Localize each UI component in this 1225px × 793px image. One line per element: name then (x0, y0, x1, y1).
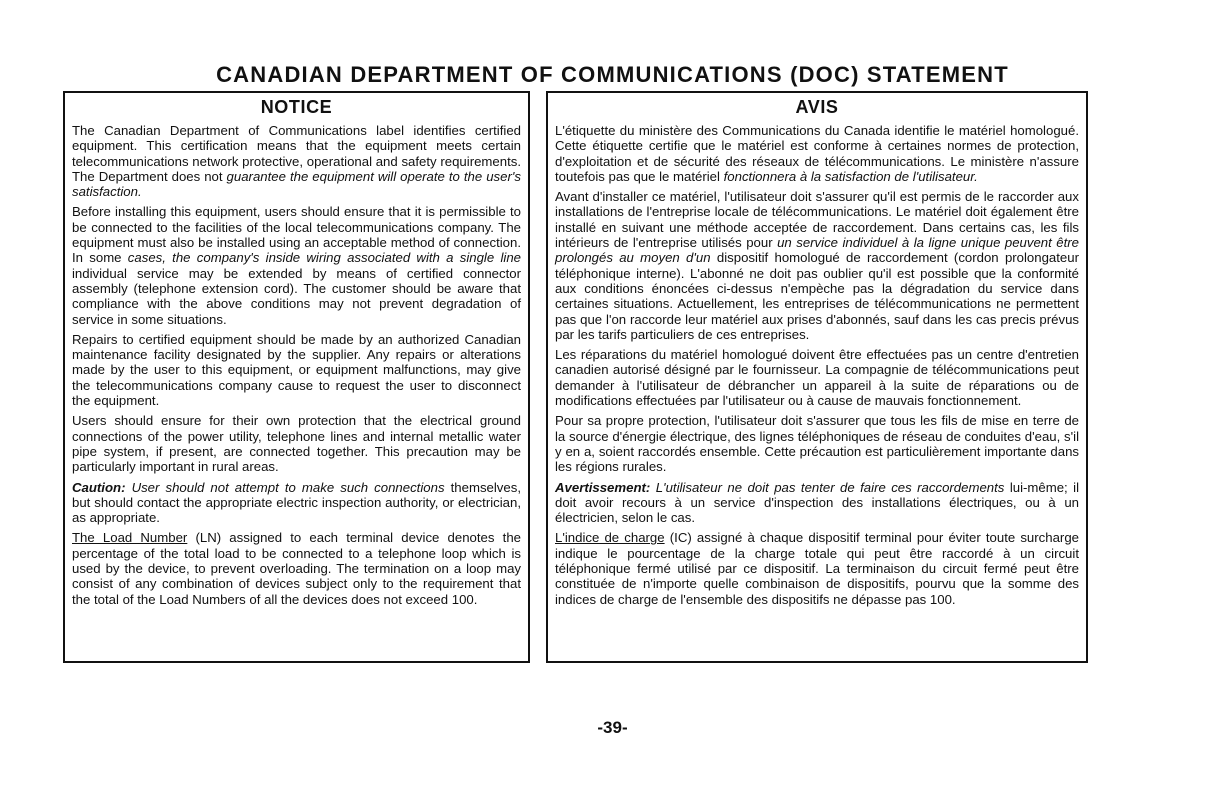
index-label: L'indice de charge (555, 530, 665, 546)
notice-p1-text: The Canadian Department of Communications label identifies certified equipment. This certification means that the equipment meets certain telecommunications network protective, operational and safety requirements. The Department does not (72, 123, 521, 184)
notice-p2-rest: individual service may be extended by means of certified connector assembly (telephone extension cord). The customer should be aware that compliance with the above conditions may not prevent degradation of service in some situations. (72, 265, 521, 327)
warning-label: Avertissement: (555, 479, 651, 495)
avis-paragraph-installation (555, 189, 1079, 342)
page-number: -39- (597, 718, 628, 737)
avis-p2-italic: un service individuel à la ligne unique peuvent être prolongés au moyen d'un (555, 235, 1079, 266)
avis-paragraph-reparations: Les réparations du matériel homologué doivent être effectuées pas un centre d'entretien canadien autorisé désigné par le fournisseur. La compagnie de télécommunications peut demander à l'utilisateur de débrancher un appareil à la suite de réparations ou de modifications effectuées par l'utilisateur ou à cause de mauvais fonctionnement. (555, 347, 1079, 409)
caution-italic: User should not attempt to make such connections (131, 479, 445, 495)
warning-rest: lui-même; il doit avoir recours à un service d'inspection des installations électriques, ou à un électricien, selon le cas. (555, 479, 1080, 526)
notice-paragraph-installation (72, 204, 521, 326)
caution-rest: themselves, but should contact the appropriate electric inspection authority, or electrician, as appropriate. (72, 479, 521, 526)
avis-heading: AVIS (795, 97, 839, 117)
notice-p2-text: Before installing this equipment, users should ensure that it is permissible to be connected to the facilities of the local telecommunications company. The equipment must also be installed using an acceptable method of connection. In some (72, 204, 521, 266)
notice-p1-italic: guarantee the equipment will operate to the user's satisfaction. (72, 168, 521, 200)
notice-paragraph-grounding: Users should ensure for their own protection that the electrical ground connections of the power utility, telephone lines and internal metallic water pipe system, if present, are connected together. This precaution may be particularly important in rural areas. (72, 413, 521, 475)
notice-panel (63, 91, 530, 663)
notice-paragraph-certification (72, 123, 521, 199)
avis-p2-rest: dispositif homologué de raccordement (cordon prolongateur téléphonique interne). L'abonné ne doit pas oublier qu'il est possible que la conformité aux conditions énoncées ci-dessus n'empèche pas la dégradation du service dans certaines situations. Actuellement, les entreprises de télécommunications ne permettent pas que l'on raccorde leur matériel aux prises d'abonnés, sauf dans les cas precis prévus par les tarifs particuliers de ces entreprises. (555, 250, 1079, 342)
caution-label: Caution: (72, 479, 126, 495)
page-title: CANADIAN DEPARTMENT OF COMMUNICATIONS (DOC) STATEMENT (216, 62, 1009, 87)
notice-paragraph-load-number (72, 530, 521, 606)
warning-italic: L'utilisateur ne doit pas tenter de faire ces raccordements (655, 479, 1005, 495)
avis-p1-italic: fonctionnera à la satisfaction de l'utilisateur. (723, 168, 978, 184)
notice-paragraph-repairs: Repairs to certified equipment should be made by an authorized Canadian maintenance facility designated by the supplier. Any repairs or alterations made by the user to this equipment, or equipment malfunctions, may give the telecommunications company cause to request the user to disconnect the equipment. (72, 331, 521, 409)
avis-paragraph-protection: Pour sa propre protection, l'utilisateur doit s'assurer que tous les fils de mise en terre de la source d'énergie électrique, des lignes téléphoniques de réseau de conduites d'eau, s'il y en a, soient raccordés ensemble. Cette précaution est particulièrement importante dans les régions rurales. (555, 413, 1079, 475)
avis-paragraph-indice-charge (555, 530, 1079, 606)
notice-paragraph-caution (72, 480, 521, 526)
notice-heading: NOTICE (260, 97, 333, 117)
load-number-label: The Load Number (72, 530, 188, 546)
index-text: (IC) assigné à chaque dispositif terminal pour éviter toute surcharge indique le pourcentage de la charge totale qui peut être raccordé à un circuit téléphonique fermé utilisé par ce dispositif. La terminaison du circuit fermé peut être constituée de n'importe quelle combinaison de dispositifs, pourvu que la somme des indices de charge de l'ensemble des dispositifs ne dépasse pas 100. (555, 530, 1079, 607)
avis-paragraph-avertissement (555, 480, 1079, 526)
avis-p2-text: Avant d'installer ce matériel, l'utilisateur doit s'assurer qu'il est permis de le raccorder aux installations de l'entreprise locale de télécommunications. Le matériel doit également être installé en suivant une méthode acceptée de raccordement. Dans certains cas, les fils intérieurs de l'entreprise utilisés pour (555, 189, 1079, 251)
avis-panel (546, 91, 1088, 663)
load-number-text: (LN) assigned to each terminal device denotes the percentage of the total load to be connected to a telephone loop which is used by the device, to prevent overloading. The termination on a loop may consist of any combination of devices subject only to the requirement that the total of the Load Numbers of all the devices does not exceed 100. (72, 530, 521, 607)
notice-p2-italic: cases, the company's inside wiring associated with a single line (127, 250, 521, 266)
avis-paragraph-homologation (555, 123, 1079, 184)
avis-p1-text: L'étiquette du ministère des Communications du Canada identifie le matériel homologué. Cette étiquette certifie que le matériel est conforme à certaines normes de protection, d'exploitation et de sécurité des réseaux de télécommunications. Le ministère n'assure toutefois pas que le matériel (555, 123, 1079, 184)
